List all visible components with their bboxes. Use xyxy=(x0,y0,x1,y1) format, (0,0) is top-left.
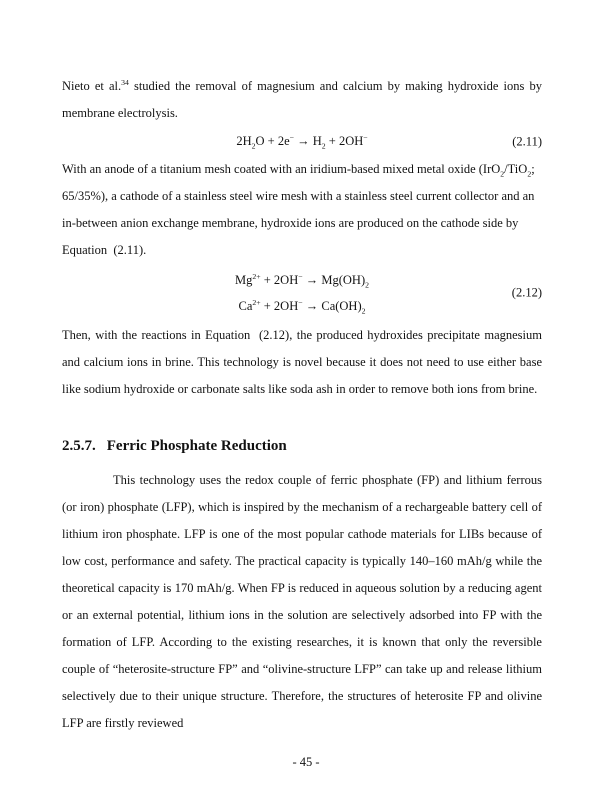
equation-2-12-label: (2.12) xyxy=(511,285,542,300)
paragraph-membrane-electrolysis: Nieto et al.$^{34}$ studied the removal of magnesium and calcium by making hydroxide ions by membrane electrolysis. xyxy=(62,77,542,120)
page-number: - 45 - xyxy=(292,755,320,769)
equation-2-11 xyxy=(62,128,542,155)
section-number: 2.5.7. xyxy=(62,438,96,454)
equation-2-11-label: (2.11) xyxy=(512,134,542,148)
equation-2-12 xyxy=(62,267,542,319)
equation-2-12-line-magnesium: $Mg^{2+} + 2OH^- \to Mg(OH)_2$ xyxy=(235,271,369,290)
section-title: Ferric Phosphate Reduction xyxy=(106,438,287,454)
paragraph-anode-cathode: With an anode of a titanium mesh coated with an iridium-based mixed metal oxide (IrO$_2$/TiO$_2$; 65/35%), a cathode of a stainless steel wire mesh with a stainless steel current collector and an in-between anion exchange membrane, hydroxide ions are produced on the cathode side by Equation (2.11). xyxy=(62,162,535,257)
paragraph-ferric-phosphate-reduction: This technology uses the redox couple of ferric phosphate (FP) and lithium ferrous (or iron) phosphate (LFP), which is inspired by the mechanism of a rechargeable battery cell of lithium iron phosphate. LFP is one of the most popular cathode materials for LIBs because of low cost, performance and safety. The practical capacity is typically 140–160 mAh/g while the theoretical capacity is 170 mAh/g. When FP is reduced in aqueous solution by a reducing agent or an external potential, lithium ions in the solution are selectively adsorbed into FP with the formation of LFP. According to the existing researches, it is known that only the reversible couple of “heterosite-structure FP” and “olivine-structure LFP” can take up and release lithium selectively due to their unique structure. Therefore, the structures of heterosite FP and olivine LFP are firstly reviewed xyxy=(62,473,542,730)
equation-2-11-formula: $2H_2O + 2e^- \to H_2 + 2OH^-$ xyxy=(236,132,368,151)
paragraph-precipitation: Then, with the reactions in Equation (2.12), the produced hydroxides precipitate magnesium and calcium ions in brine. This technology is novel because it does not need to use either base like sodium hydroxide or carbonate salts like soda ash in order to remove both ions from brine. xyxy=(62,328,542,396)
section-heading xyxy=(62,433,542,460)
equation-2-12-line-calcium: $Ca^{2+} + 2OH^- \to Ca(OH)_2$ xyxy=(238,297,366,316)
